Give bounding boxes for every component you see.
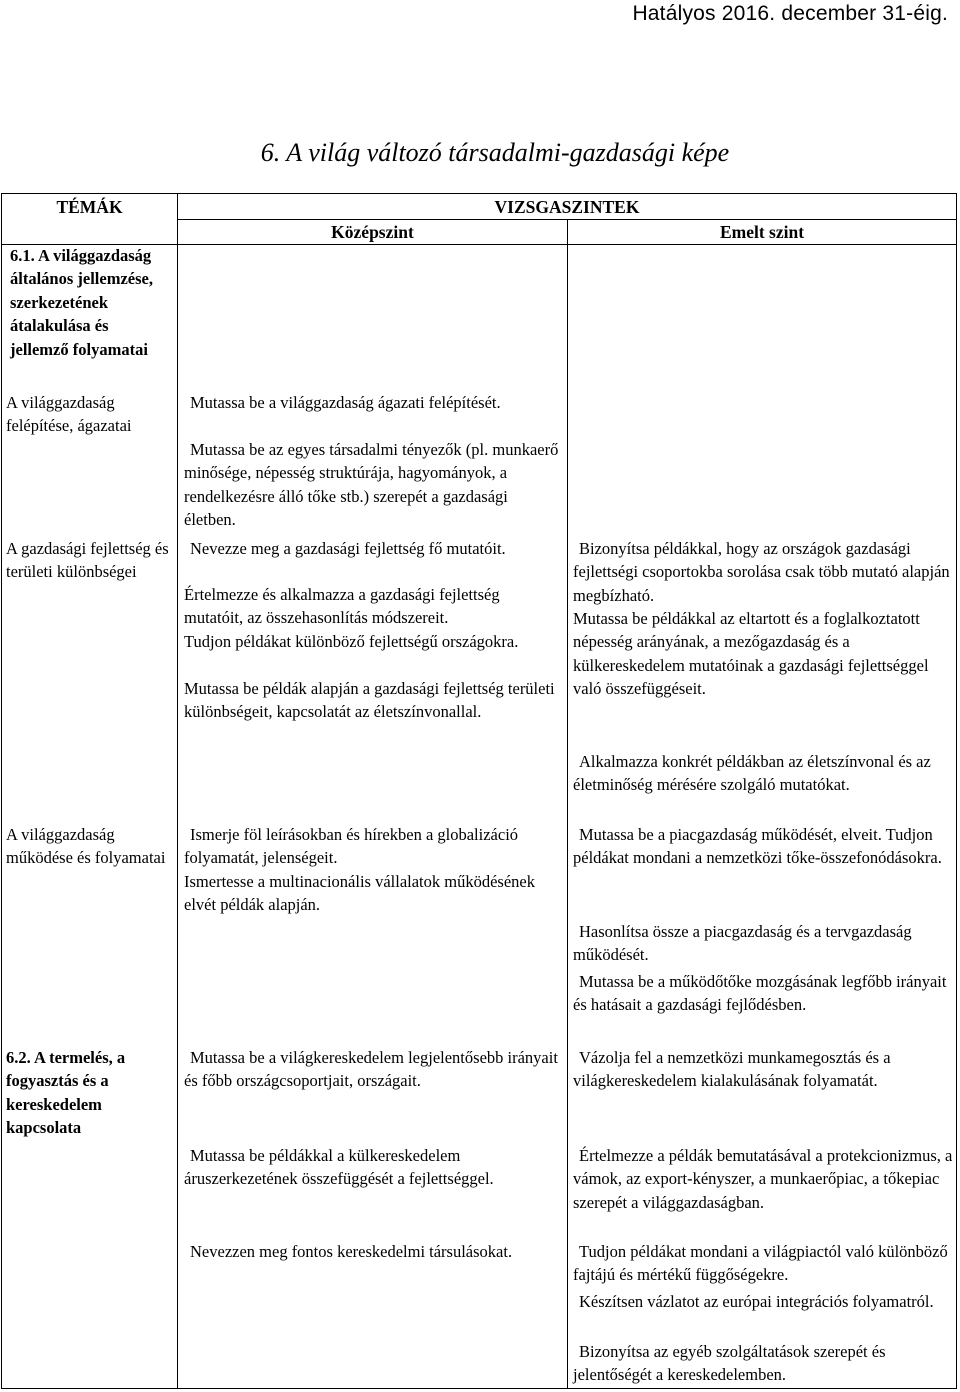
topic-6-2: 6.2. A termelés, a fogyasztás és a kereskedelem kapcsolata (6, 1048, 126, 1138)
mid-req-8: Ismertesse a multinacionális vállalatok működésének elvét példák alapján. (184, 872, 535, 915)
high-req-11: Bizonyítsa az egyéb szolgáltatások szerepét és jelentőségét a kereskedelemben. (573, 1342, 886, 1385)
high-req-8: Értelmezze a példák bemutatásával a protekcionizmus, a vámok, az export-kényszer, a munkaerőpiac, a tőkepiac szerepét a világgazdaságban. (573, 1146, 953, 1212)
mid-req-1: Mutassa be a világgazdaság ágazati felépítését. (190, 393, 501, 412)
section-title: 6. A világ változó társadalmi-gazdasági képe (260, 138, 730, 167)
high-req-6: Mutassa be a működőtőke mozgásának legfőbb irányait és hatásait a gazdasági fejlődésben. (573, 972, 947, 1015)
high-level-header: Emelt szint (719, 222, 805, 242)
mid-req-4: Értelmezze és alkalmazza a gazdasági fejlettség mutatóit, az összehasonlítás módszereit. (184, 585, 500, 628)
high-req-5: Hasonlítsa össze a piacgazdaság és a tervgazdaság működését. (573, 922, 912, 965)
mid-req-5: Tudjon példákat különböző fejlettségű országokra. (184, 632, 519, 651)
mid-level-header: Középszint (331, 222, 414, 242)
mid-req-10: Mutassa be példákkal a külkereskedelem áruszerkezetének összefüggését a fejlettséggel. (184, 1146, 494, 1189)
mid-req-3: Nevezze meg a gazdasági fejlettség fő mutatóit. (190, 539, 506, 558)
topic-structure: A világgazdaság felépítése, ágazatai (6, 393, 132, 436)
high-req-3: Alkalmazza konkrét példákban az életszínvonal és az életminőség mérésére szolgáló mutatókat. (573, 752, 931, 795)
topic-operation: A világgazdaság működése és folyamatai (6, 825, 166, 868)
mid-req-7: Ismerje föl leírásokban és hírekben a globalizáció folyamatát, jelenségeit. (184, 825, 519, 868)
mid-req-6: Mutassa be példák alapján a gazdasági fejlettség területi különbségeit, kapcsolatát az életszínvonallal. (184, 679, 555, 722)
high-req-7: Vázolja fel a nemzetközi munkamegosztás és a világkereskedelem kialakulásának folyamatát. (573, 1048, 891, 1091)
high-req-1: Bizonyítsa példákkal, hogy az országok gazdasági fejlettségi csoportokba sorolása csak több mutató alapján megbízható. (573, 539, 950, 605)
topics-header: TÉMÁK (56, 197, 123, 217)
col-divider-1 (177, 193, 178, 1389)
mid-req-2: Mutassa be az egyes társadalmi tényezők (pl. munkaerő minősége, népesség struktúrája, hagyományok, a rendelkezésre álló tőke stb.) szerepét a gazdasági életben. (184, 440, 559, 530)
high-req-2: Mutassa be példákkal az eltartott és a foglalkoztatott népesség arányának, a mezőgazdaság és a külkereskedelem mutatóinak a gazdasági fejlettséggel való összefüggéseit. (573, 609, 929, 699)
validity-header: Hatályos 2016. december 31-éig. (632, 2, 948, 25)
mid-req-9: Mutassa be a világkereskedelem legjelentősebb irányait és főbb országcsoportjait, országait. (184, 1048, 558, 1091)
exam-levels-header: VIZSGASZINTEK (494, 197, 640, 217)
mid-req-11: Nevezzen meg fontos kereskedelmi társulásokat. (190, 1242, 513, 1261)
high-req-4: Mutassa be a piacgazdaság működését, elveit. Tudjon példákat mondani a nemzetközi tőke-összefonódásokra. (573, 825, 942, 868)
high-req-10: Készítsen vázlatot az európai integrációs folyamatról. (579, 1292, 934, 1311)
col-divider-2 (567, 219, 568, 1389)
topic-development: A gazdasági fejlettség és területi különbségei (6, 539, 169, 582)
high-req-9: Tudjon példákat mondani a világpiactól való különböző fajtájú és mértékű függőségekre. (573, 1242, 948, 1285)
topic-6-1: 6.1. A világgazdaság általános jellemzése, szerkezetének átalakulása és jellemző folyamatai (10, 246, 153, 359)
